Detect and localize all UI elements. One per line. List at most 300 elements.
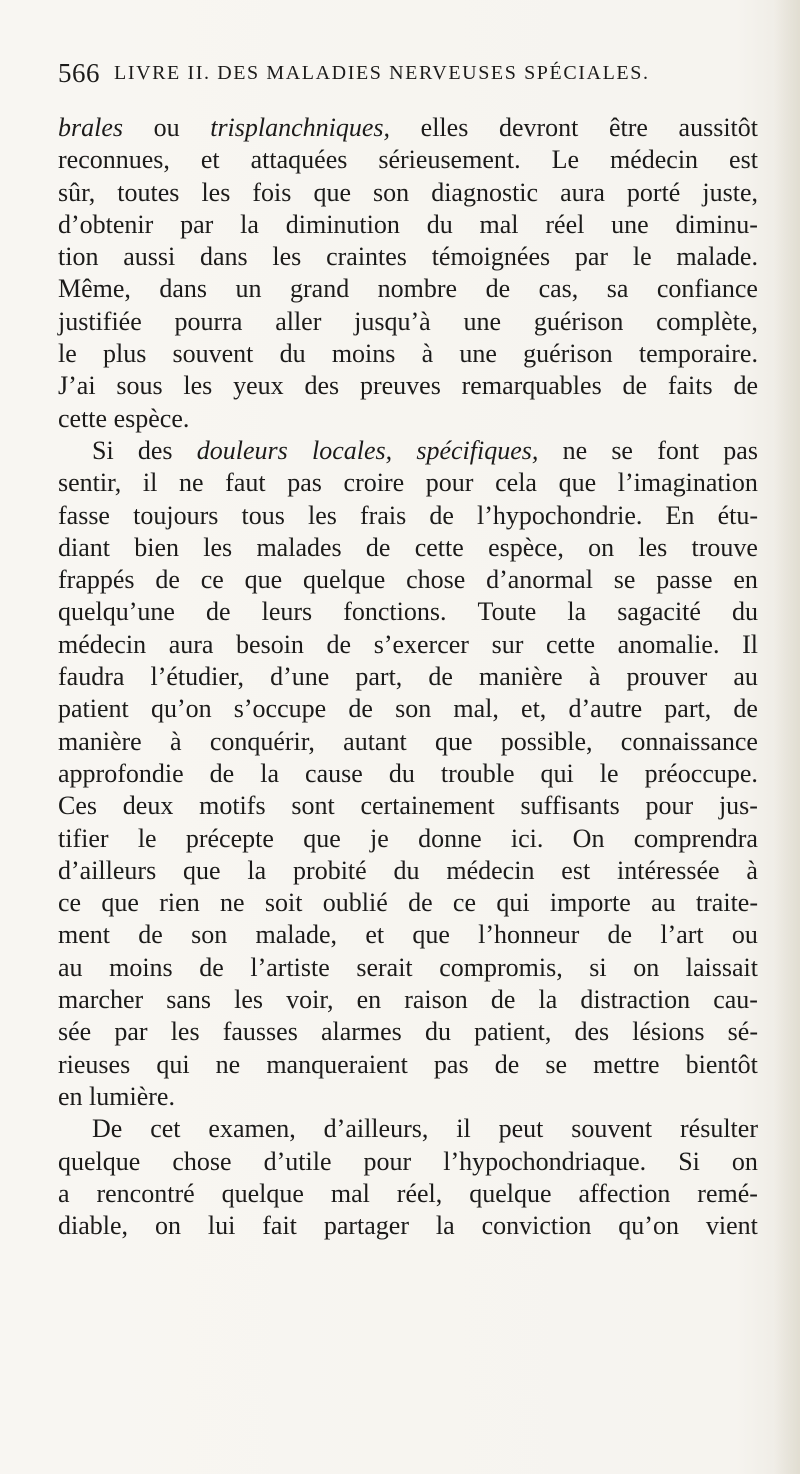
word: tion xyxy=(58,242,99,272)
word: le xyxy=(632,242,652,272)
word: au xyxy=(651,888,676,918)
word: attaquées xyxy=(250,145,348,175)
word: de xyxy=(607,920,633,950)
word: se xyxy=(613,565,636,595)
word: diable, xyxy=(58,1211,129,1241)
word: la xyxy=(260,758,279,788)
text-line xyxy=(58,532,758,564)
word: il xyxy=(456,1114,471,1144)
word: malade, xyxy=(255,920,338,950)
word: mal xyxy=(330,1178,370,1208)
word: mal xyxy=(479,209,519,239)
word: les xyxy=(170,1017,200,1047)
word: on xyxy=(154,1211,181,1241)
word: guérison xyxy=(533,306,624,336)
word: la xyxy=(247,855,267,885)
word: préoccupe. xyxy=(644,758,758,788)
word: certainement xyxy=(360,791,495,821)
word: ici. xyxy=(510,823,544,853)
word: l’étudier, xyxy=(150,662,245,692)
word: et xyxy=(365,920,385,950)
text-line xyxy=(58,1049,758,1081)
text-line xyxy=(58,403,758,435)
word: d’anormal xyxy=(486,565,593,595)
word: approfondie xyxy=(58,758,184,788)
word: douleurs xyxy=(196,435,288,465)
word: patient xyxy=(58,694,129,724)
word: lumière. xyxy=(89,1081,175,1111)
word: une xyxy=(463,306,502,336)
word: de xyxy=(155,565,180,595)
word: toujours xyxy=(133,500,219,530)
word: jus- xyxy=(718,791,758,821)
word: de xyxy=(622,371,648,401)
word: sont xyxy=(291,791,335,821)
word: traite- xyxy=(695,888,758,918)
word: soit xyxy=(264,888,303,918)
word: une xyxy=(459,339,497,369)
word: les xyxy=(183,371,213,401)
word: nombre xyxy=(377,274,458,304)
word: Même, xyxy=(58,274,131,304)
word: affection xyxy=(578,1178,671,1208)
word: sur xyxy=(491,629,524,659)
word: les xyxy=(234,985,264,1015)
word: l’artiste xyxy=(250,952,330,982)
text-line xyxy=(58,144,758,176)
word: Si xyxy=(92,435,114,465)
word: s’occupe xyxy=(233,694,327,724)
word: locales, xyxy=(311,435,393,465)
word: au xyxy=(733,662,758,692)
word: aller xyxy=(275,306,322,336)
word: ne xyxy=(562,435,588,465)
word: rieuses xyxy=(58,1049,131,1079)
word: fois xyxy=(252,177,292,207)
text-line xyxy=(58,370,758,402)
word: bien xyxy=(134,532,180,562)
word: reconnues, xyxy=(58,145,170,175)
word: qui xyxy=(156,1049,190,1079)
word: de xyxy=(365,532,391,562)
word: probité xyxy=(293,855,367,885)
word: cette xyxy=(414,532,464,562)
text-line xyxy=(58,500,758,532)
word: a xyxy=(58,1178,70,1208)
word: qui xyxy=(540,758,574,788)
word: par xyxy=(114,1017,148,1047)
word: l’hypochondrie. xyxy=(477,500,643,530)
word: frais xyxy=(360,500,407,530)
text-line xyxy=(58,273,758,305)
word: Si xyxy=(678,1146,700,1176)
word: porté xyxy=(626,177,681,207)
word: est xyxy=(561,855,591,885)
word: donne xyxy=(418,823,482,853)
text-line xyxy=(58,726,758,758)
word: patient, xyxy=(474,1017,552,1047)
word: la xyxy=(567,597,587,627)
word: d’ailleurs xyxy=(58,855,157,885)
word: aussitôt xyxy=(678,113,758,142)
text-line xyxy=(58,887,758,919)
word: on xyxy=(633,952,660,982)
word: plus xyxy=(102,339,147,369)
word: elles xyxy=(420,113,469,142)
word: sous xyxy=(116,371,163,401)
word: le xyxy=(599,758,619,788)
word: pas xyxy=(287,468,322,498)
word: un xyxy=(235,274,262,304)
word: précepte xyxy=(185,823,274,853)
word: connaissance xyxy=(620,726,758,756)
word: d’autre xyxy=(568,694,643,724)
word: malade. xyxy=(676,242,758,272)
text-line xyxy=(58,693,758,725)
word: au xyxy=(58,952,83,982)
word: moins xyxy=(109,952,173,982)
word: d’utile xyxy=(263,1146,332,1176)
word: ne xyxy=(220,888,245,918)
word: quelqu’une xyxy=(58,597,175,627)
word: souvent xyxy=(172,339,254,369)
word: les xyxy=(307,500,337,530)
text-line xyxy=(58,1178,758,1210)
word: du xyxy=(388,758,415,788)
word: juste, xyxy=(702,177,758,207)
word: cause xyxy=(305,758,363,788)
word: du xyxy=(426,209,453,239)
word: de xyxy=(209,758,235,788)
word: ne xyxy=(215,1049,241,1079)
word: J’ai xyxy=(58,371,96,401)
word: pas xyxy=(433,1049,469,1079)
text-line xyxy=(58,1146,758,1178)
word: jusqu’à xyxy=(354,306,431,336)
word: ce xyxy=(200,565,224,595)
word: médecin xyxy=(446,855,535,885)
paragraph xyxy=(58,1113,758,1242)
word: besoin xyxy=(236,629,304,659)
text-line xyxy=(58,338,758,370)
word: se xyxy=(611,435,633,465)
word: quelque xyxy=(302,565,386,595)
word: bientôt xyxy=(685,1049,758,1079)
word: conquérir, xyxy=(209,726,315,756)
word: suffisants xyxy=(520,791,620,821)
word: si xyxy=(589,952,607,982)
paragraph xyxy=(58,435,758,1113)
word: et, xyxy=(521,694,547,724)
word: que xyxy=(558,468,597,498)
text-line xyxy=(58,209,758,241)
word: examen, xyxy=(208,1114,296,1144)
word: de xyxy=(429,500,454,530)
word: par xyxy=(180,209,214,239)
text-line xyxy=(58,467,758,499)
word: vient xyxy=(705,1211,758,1241)
word: une xyxy=(611,209,649,239)
word: faut xyxy=(225,468,266,498)
word: d’ailleurs, xyxy=(323,1114,429,1144)
word: chose xyxy=(172,1146,232,1176)
word: cet xyxy=(150,1114,181,1144)
text-line xyxy=(58,596,758,628)
text-line xyxy=(58,564,758,596)
word: manqueraient xyxy=(266,1049,408,1079)
word: grand xyxy=(290,274,350,304)
word: temporaire. xyxy=(638,339,758,369)
word: de xyxy=(206,597,231,627)
word: On xyxy=(572,823,605,853)
word: fausses xyxy=(222,1017,298,1047)
word: résulter xyxy=(680,1114,758,1144)
word: en xyxy=(58,1081,83,1111)
word: De xyxy=(92,1114,123,1144)
word: et xyxy=(200,145,220,175)
word: de xyxy=(733,694,758,724)
body-text xyxy=(58,112,758,1242)
word: motifs xyxy=(199,791,266,821)
word: lésions xyxy=(632,1017,705,1047)
word: moins xyxy=(331,339,396,369)
word: ce xyxy=(58,888,82,918)
word: pas xyxy=(723,435,758,465)
text-line xyxy=(58,112,758,144)
text-line xyxy=(58,435,758,467)
word: malades xyxy=(256,532,342,562)
word: manière xyxy=(479,662,563,692)
word: ne xyxy=(178,468,204,498)
text-line xyxy=(58,919,758,951)
word: distraction xyxy=(580,985,691,1015)
word: mal, xyxy=(453,694,499,724)
paragraph xyxy=(58,112,758,435)
word: témoignées xyxy=(431,242,551,272)
text-line xyxy=(58,790,758,822)
word: brales xyxy=(58,113,123,142)
word: les xyxy=(272,242,302,272)
text-line xyxy=(58,177,758,209)
word: fasse xyxy=(58,500,110,530)
word: à xyxy=(421,339,434,369)
word: font xyxy=(657,435,700,465)
word: dans xyxy=(159,274,208,304)
word: son xyxy=(395,694,432,724)
page-number: 566 xyxy=(58,58,100,88)
text-line xyxy=(58,758,758,790)
word: son xyxy=(191,920,228,950)
word: compromis, xyxy=(439,952,563,982)
word: la xyxy=(538,985,558,1015)
page-edge-shading xyxy=(774,0,800,1474)
running-title: LIVRE II. DES MALADIES NERVEUSES SPÉCIALES. xyxy=(114,62,650,84)
word: yeux xyxy=(233,371,284,401)
word: être xyxy=(608,113,648,142)
word: cette xyxy=(58,403,108,433)
word: passe xyxy=(656,565,713,595)
word: remé- xyxy=(697,1178,758,1208)
word: manière xyxy=(58,726,142,756)
word: de xyxy=(428,662,453,692)
word: l’honneur xyxy=(478,920,580,950)
word: par xyxy=(574,242,609,272)
word: que xyxy=(412,920,450,950)
page-header xyxy=(58,58,758,94)
text-line xyxy=(58,855,758,887)
word: que xyxy=(434,726,473,756)
word: sentir, xyxy=(58,468,122,498)
word: que xyxy=(183,855,221,885)
text-line xyxy=(58,661,758,693)
word: que xyxy=(313,177,351,207)
word: du xyxy=(424,1017,451,1047)
word: tifier xyxy=(58,823,109,853)
word: aura xyxy=(168,629,214,659)
word: spécifiques, xyxy=(416,435,539,465)
word: en xyxy=(733,565,758,595)
word: devront xyxy=(498,113,579,142)
word: pour xyxy=(645,791,694,821)
word: leurs xyxy=(261,597,313,627)
word: réel, xyxy=(396,1178,443,1208)
text-line xyxy=(58,1081,758,1113)
word: de xyxy=(733,371,758,401)
word: prouver xyxy=(626,662,708,692)
word: s’exercer xyxy=(373,629,469,659)
word: que xyxy=(303,823,341,853)
word: comprendra xyxy=(633,823,758,853)
word: les xyxy=(201,177,231,207)
word: rien xyxy=(159,888,200,918)
word: possible, xyxy=(500,726,593,756)
word: serait xyxy=(356,952,413,982)
word: marcher xyxy=(58,985,144,1015)
word: quelque xyxy=(58,1146,141,1176)
word: fonctions. xyxy=(343,597,447,627)
word: justifiée xyxy=(58,306,142,336)
word: deux xyxy=(122,791,174,821)
word: de xyxy=(326,629,352,659)
word: complète, xyxy=(656,306,758,336)
word: diagnostic xyxy=(431,177,539,207)
word: ou xyxy=(153,113,180,142)
word: tous xyxy=(241,500,285,530)
word: médecin xyxy=(609,145,699,175)
word: les xyxy=(203,532,233,562)
word: se xyxy=(545,1049,568,1079)
word: faits xyxy=(667,371,713,401)
word: je xyxy=(370,823,389,853)
word: trouve xyxy=(691,532,758,562)
word: cas, xyxy=(538,274,579,304)
word: alarmes xyxy=(320,1017,402,1047)
word: peut xyxy=(498,1114,544,1144)
word: trouble xyxy=(440,758,515,788)
word: de xyxy=(485,274,511,304)
text-line xyxy=(58,629,758,661)
word: pour xyxy=(363,1146,412,1176)
word: cela xyxy=(495,468,537,498)
word: lui xyxy=(207,1211,236,1241)
word: autant xyxy=(343,726,407,756)
word: souvent xyxy=(571,1114,653,1144)
word: réel xyxy=(545,209,585,239)
word: quelque xyxy=(469,1178,552,1208)
word: pour xyxy=(425,468,474,498)
word: guérison xyxy=(523,339,613,369)
word: ment xyxy=(58,920,110,950)
word: raison xyxy=(404,985,468,1015)
word: toutes xyxy=(117,177,180,207)
word: que xyxy=(244,565,283,595)
word: quelque xyxy=(221,1178,304,1208)
word: étu- xyxy=(717,500,758,530)
word: part, xyxy=(664,694,712,724)
word: anomalie. xyxy=(617,629,720,659)
word: en xyxy=(356,985,382,1015)
word: espèce, xyxy=(488,532,564,562)
word: du xyxy=(732,597,758,627)
word: fait xyxy=(262,1211,297,1241)
word: on xyxy=(588,532,615,562)
word: cau- xyxy=(713,985,758,1015)
word: Il xyxy=(742,629,758,659)
word: d’une xyxy=(270,662,330,692)
word: ou xyxy=(731,920,758,950)
word: des xyxy=(304,371,340,401)
word: pourra xyxy=(174,306,243,336)
word: conviction xyxy=(481,1211,592,1241)
word: du xyxy=(393,855,420,885)
word: sagacité xyxy=(617,597,701,627)
word: craintes xyxy=(326,242,407,272)
word: l’imagination xyxy=(617,468,758,498)
word: partager xyxy=(323,1211,409,1241)
word: du xyxy=(279,339,306,369)
word: mettre xyxy=(593,1049,660,1079)
word: des xyxy=(574,1017,610,1047)
word: à xyxy=(746,855,758,885)
text-line xyxy=(58,241,758,273)
word: qu’on xyxy=(618,1211,679,1241)
text-line xyxy=(58,1113,758,1145)
word: aussi xyxy=(123,242,176,272)
word: frappés xyxy=(58,565,135,595)
word: diant xyxy=(58,532,110,562)
word: croire xyxy=(343,468,405,498)
word: sa xyxy=(606,274,629,304)
word: l’art xyxy=(660,920,704,950)
word: faudra xyxy=(58,662,125,692)
word: de xyxy=(199,952,224,982)
word: sé- xyxy=(727,1017,758,1047)
word: à xyxy=(588,662,601,692)
word: espèce. xyxy=(113,403,190,433)
text-line xyxy=(58,984,758,1016)
word: de xyxy=(138,920,163,950)
word: sée xyxy=(58,1017,92,1047)
word: diminution xyxy=(285,209,400,239)
word: d’obtenir xyxy=(58,209,154,239)
word: de xyxy=(490,985,516,1015)
word: Le xyxy=(551,145,579,175)
word: de xyxy=(494,1049,520,1079)
word: sans xyxy=(166,985,212,1015)
text-line xyxy=(58,1016,758,1048)
word: à xyxy=(170,726,182,756)
text-line xyxy=(58,306,758,338)
